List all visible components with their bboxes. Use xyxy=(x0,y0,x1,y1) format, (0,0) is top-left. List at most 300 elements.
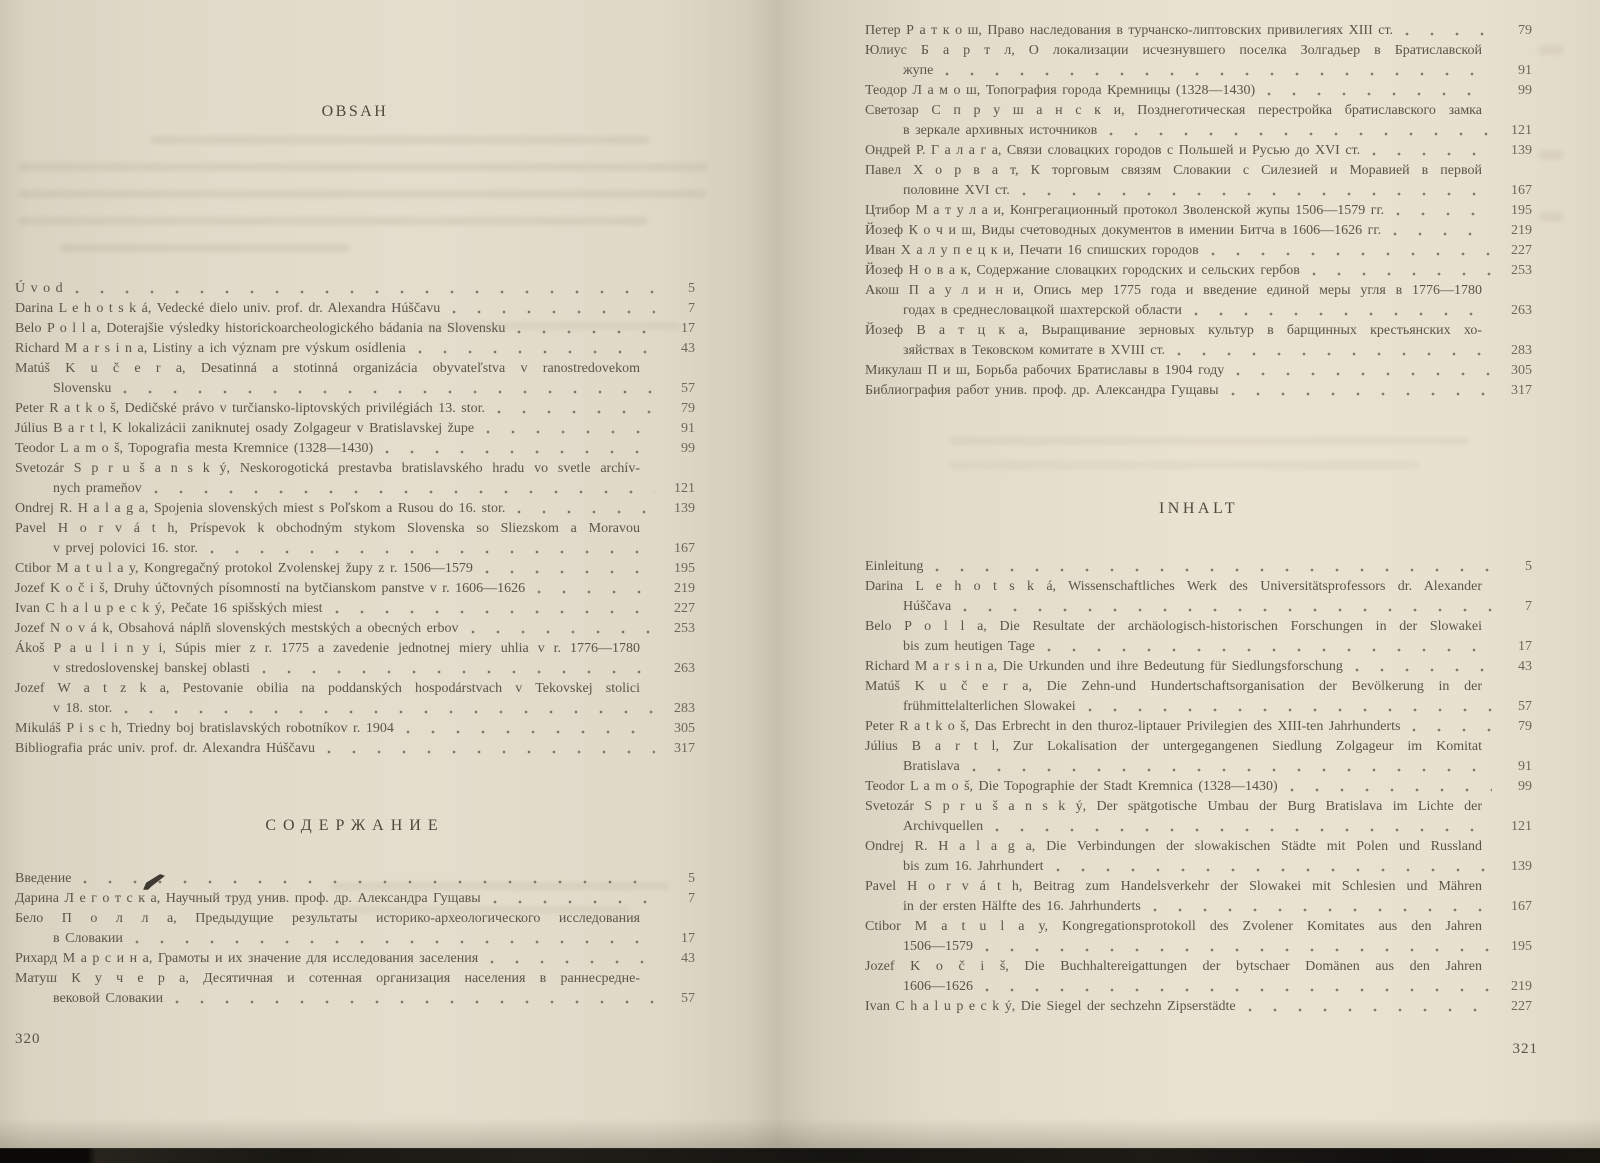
toc-entry-final-line xyxy=(865,937,1532,957)
toc-inhalt xyxy=(865,557,1532,1017)
show-through-mark xyxy=(1538,212,1564,222)
toc-entry-page-number: 79 xyxy=(1518,719,1532,734)
toc-entry xyxy=(865,101,1532,141)
toc-entry-page-number: 219 xyxy=(1511,223,1532,238)
toc-entry-page-number: 121 xyxy=(1511,123,1532,138)
toc-entry-final-line xyxy=(865,381,1532,401)
toc-entry-final-line xyxy=(15,949,695,969)
dot-leader xyxy=(1267,81,1492,101)
toc-entry xyxy=(15,459,695,499)
toc-entry-text: 1506—1579 xyxy=(903,939,973,954)
dot-leader xyxy=(83,869,655,889)
show-through-mark xyxy=(1538,150,1564,160)
toc-entry-line: Matúš K u č e r a, Desatinná a stotinná organizácia obyvateľstva v ranostredovekom xyxy=(15,361,640,376)
dot-leader xyxy=(406,719,655,739)
dot-leader xyxy=(124,699,655,719)
toc-entry xyxy=(15,719,695,739)
show-through-line xyxy=(60,244,350,252)
toc-entry xyxy=(865,677,1532,717)
toc-entry xyxy=(15,969,695,1009)
dot-leader xyxy=(418,339,655,359)
toc-entry-page-number: 139 xyxy=(1511,859,1532,874)
toc-entry xyxy=(15,619,695,639)
toc-entry-final-line xyxy=(15,739,695,759)
toc-entry-final-line xyxy=(865,857,1532,877)
toc-entry xyxy=(15,319,695,339)
toc-entry-text: Bratislava xyxy=(903,759,960,774)
toc-entry-text: Петер Р а т к о ш, Право наследования в турчанско-липтовских привилегиях XIII ст. xyxy=(865,23,1394,38)
dot-leader xyxy=(1109,121,1492,141)
toc-entry-text: Július B a r t l, K lokalizácii zaniknutej osady Zolgageur v Bratislavskej župe xyxy=(15,421,475,436)
toc-entry-final-line xyxy=(15,869,695,889)
toc-entry-page-number: 227 xyxy=(1511,243,1532,258)
dot-leader xyxy=(537,579,655,599)
toc-entry-text: Йозеф К о ч и ш, Виды счетоводных документов в имении Битча в 1606—1626 гг. xyxy=(865,223,1382,238)
dot-leader xyxy=(327,739,655,759)
dot-leader xyxy=(471,619,655,639)
toc-entry-final-line xyxy=(15,299,695,319)
toc-entry xyxy=(15,739,695,759)
toc-entry-final-line xyxy=(15,399,695,419)
toc-entry-text: Теодор Л а м о ш, Топография города Кремницы (1328—1430) xyxy=(865,83,1256,98)
dot-leader xyxy=(335,599,655,619)
toc-entry-line: Pavel H o r v á t h, Príspevok k obchodným stykom Slovenska so Sliezskom a Moravou xyxy=(15,521,640,536)
toc-entry-page-number: 263 xyxy=(1511,303,1532,318)
toc-entry-line: Матуш К у ч е р а, Десятичная и сотенная организация населения в раннесредне- xyxy=(15,971,640,986)
dot-leader xyxy=(1194,301,1492,321)
toc-entry-text: Библиография работ унив. проф. др. Александра Гущавы xyxy=(865,383,1219,398)
toc-entry-text: frühmittelalterlichen Slowakei xyxy=(903,699,1076,714)
toc-entry xyxy=(15,869,695,889)
toc-entry-text: bis zum heutigen Tage xyxy=(903,639,1035,654)
toc-entry-final-line xyxy=(15,619,695,639)
toc-entry-page-number: 227 xyxy=(674,601,695,616)
toc-entry-page-number: 305 xyxy=(1511,363,1532,378)
toc-entry-final-line xyxy=(15,379,695,399)
dot-leader xyxy=(1231,381,1492,401)
toc-entry-text: годах в среднесловацкой шахтерской области xyxy=(903,303,1182,318)
toc-entry-text: nych prameňov xyxy=(53,481,142,496)
dot-leader xyxy=(1088,697,1492,717)
dot-leader xyxy=(1393,221,1492,241)
page-number-left: 320 xyxy=(15,1031,41,1047)
toc-entry xyxy=(865,557,1532,577)
toc-entry-page-number: 57 xyxy=(681,381,695,396)
toc-entry xyxy=(865,957,1532,997)
dot-leader xyxy=(1290,777,1492,797)
dot-leader xyxy=(935,557,1492,577)
toc-entry-final-line xyxy=(15,439,695,459)
toc-entry xyxy=(865,657,1532,677)
toc-entry-line: Ondrej R. H a l a g a, Die Verbindungen der slowakischen Städte mit Polen und Russland xyxy=(865,839,1482,854)
toc-entry-text: Einleitung xyxy=(865,559,924,574)
toc-entry-final-line xyxy=(865,597,1532,617)
toc-entry xyxy=(15,439,695,459)
toc-entry-final-line xyxy=(865,997,1532,1017)
toc-entry-text: Введение xyxy=(15,871,72,886)
toc-entry-page-number: 17 xyxy=(681,931,695,946)
toc-entry-page-number: 7 xyxy=(688,301,695,316)
toc-obsah xyxy=(15,279,695,759)
toc-entry-page-number: 121 xyxy=(674,481,695,496)
toc-entry-text: Ондрей Р. Г а л а г а, Связи словацких городов с Польшей и Русью до XVI ст. xyxy=(865,143,1361,158)
toc-entry xyxy=(865,41,1532,81)
toc-entry-final-line xyxy=(865,261,1532,281)
toc-entry xyxy=(865,241,1532,261)
toc-entry-final-line xyxy=(15,929,695,949)
dot-leader xyxy=(1153,897,1492,917)
toc-entry xyxy=(865,797,1532,837)
show-through-mark xyxy=(1538,45,1564,55)
dot-leader xyxy=(972,757,1492,777)
toc-entry xyxy=(15,599,695,619)
toc-entry xyxy=(865,261,1532,281)
toc-entry xyxy=(865,877,1532,917)
toc-entry xyxy=(865,617,1532,657)
toc-entry-text: вековой Словакии xyxy=(53,991,164,1006)
toc-entry-page-number: 43 xyxy=(681,341,695,356)
show-through-line xyxy=(18,163,708,171)
dot-leader xyxy=(1248,997,1492,1017)
toc-entry-final-line xyxy=(15,659,695,679)
toc-entry xyxy=(15,419,695,439)
toc-entry-final-line xyxy=(865,341,1532,361)
toc-entry xyxy=(865,281,1532,321)
obsah-heading: OBSAH xyxy=(321,103,389,120)
toc-entry xyxy=(865,161,1532,201)
toc-entry-final-line xyxy=(865,141,1532,161)
toc-entry-text: Jozef K o č i š, Druhy účtovných písomností na bytčianskom panstve v r. 1606—1626 xyxy=(15,581,526,596)
dot-leader xyxy=(452,299,655,319)
toc-entry xyxy=(865,361,1532,381)
toc-entry xyxy=(865,201,1532,221)
dot-leader xyxy=(385,439,655,459)
show-through-line xyxy=(18,217,648,225)
toc-entry-final-line xyxy=(15,339,695,359)
toc-entry-page-number: 79 xyxy=(681,401,695,416)
toc-entry-final-line xyxy=(865,817,1532,837)
toc-entry-text: Иван Х а л у п е ц к и, Печати 16 спишских городов xyxy=(865,243,1199,258)
dot-leader xyxy=(517,319,655,339)
toc-entry-line: Ákoš P a u l i n y i, Súpis mier z r. 1775 a zavedenie jednotnej miery uhlia v r. 1776—1780 xyxy=(15,641,640,656)
toc-entry-final-line xyxy=(15,279,695,299)
toc-entry-text: Ivan C h a l u p e c k ý, Pečate 16 spišských miest xyxy=(15,601,323,616)
toc-entry-page-number: 283 xyxy=(674,701,695,716)
toc-entry-final-line xyxy=(865,221,1532,241)
show-through-line xyxy=(18,190,706,198)
toc-entry-final-line xyxy=(865,657,1532,677)
toc-entry xyxy=(15,559,695,579)
toc-entry-page-number: 57 xyxy=(1518,699,1532,714)
dot-leader xyxy=(1047,637,1492,657)
toc-entry-text: Richard M a r s i n a, Listiny a ich význam pre výskum osídlenia xyxy=(15,341,406,356)
toc-entry-final-line xyxy=(15,319,695,339)
toc-entry xyxy=(15,359,695,399)
dot-leader xyxy=(1372,141,1492,161)
page-right xyxy=(780,0,1600,1149)
toc-entry-final-line xyxy=(15,699,695,719)
toc-entry-text: Richard M a r s i n a, Die Urkunden und ihre Bedeutung für Siedlungsforschung xyxy=(865,659,1343,674)
toc-entry-text: жупе xyxy=(903,63,934,78)
dot-leader xyxy=(995,817,1492,837)
dot-leader xyxy=(1056,857,1492,877)
toc-entry-page-number: 43 xyxy=(1518,659,1532,674)
toc-entry-text: Bibliografia prác univ. prof. dr. Alexandra Húščavu xyxy=(15,741,315,756)
toc-entry xyxy=(15,499,695,519)
show-through-line xyxy=(950,461,1420,469)
toc-entry-page-number: 17 xyxy=(1518,639,1532,654)
toc-entry-final-line xyxy=(865,717,1532,737)
toc-entry-final-line xyxy=(15,719,695,739)
toc-entry-text: Teodor L a m o š, Die Topographie der Stadt Kremnica (1328—1430) xyxy=(865,779,1278,794)
toc-entry-final-line xyxy=(865,977,1532,997)
toc-entry-page-number: 99 xyxy=(1518,83,1532,98)
toc-entry-text: Ctibor M a t u l a y, Kongregačný protokol Zvolenskej župy z r. 1506—1579 xyxy=(15,561,473,576)
toc-entry-page-number: 121 xyxy=(1511,819,1532,834)
dot-leader xyxy=(1312,261,1492,281)
scan-bottom-edge xyxy=(0,1148,1600,1163)
toc-entry-page-number: 283 xyxy=(1511,343,1532,358)
toc-entry xyxy=(865,221,1532,241)
toc-entry-final-line xyxy=(15,479,695,499)
dot-leader xyxy=(963,597,1492,617)
dot-leader xyxy=(1412,717,1492,737)
toc-entry xyxy=(865,997,1532,1017)
toc-entry-final-line xyxy=(15,539,695,559)
toc-entry-line: Юлиус Б а р т л, О локализации исчезнувшего поселка Золгадьер в Братиславской xyxy=(865,43,1482,58)
toc-entry-line: Йозеф В а т ц к а, Выращивание зерновых культур в барщинных крестьянских хо- xyxy=(865,323,1482,338)
soderzhanie-heading: СОДЕРЖАНИЕ xyxy=(265,817,445,834)
page-number-right: 321 xyxy=(1512,1041,1538,1057)
toc-entry-final-line xyxy=(865,21,1532,41)
toc-entry-page-number: 17 xyxy=(681,321,695,336)
toc-entry-page-number: 5 xyxy=(688,281,695,296)
toc-entry-text: Дарина Л е г о т с к а, Научный труд унив. проф. др. Александра Гущавы xyxy=(15,891,481,906)
toc-entry-text: Микулаш П и ш, Борьба рабочих Братиславы в 1904 году xyxy=(865,363,1225,378)
toc-entry xyxy=(865,21,1532,41)
toc-entry-text: половине XVI ст. xyxy=(903,183,1010,198)
toc-entry-line: Павел Х о р в а т, К торговым связям Словакии с Силезией и Моравией в первой xyxy=(865,163,1482,178)
toc-entry-final-line xyxy=(865,201,1532,221)
toc-entry-final-line xyxy=(865,301,1532,321)
toc-entry xyxy=(15,579,695,599)
toc-entry-page-number: 195 xyxy=(1511,939,1532,954)
toc-entry-page-number: 5 xyxy=(1525,559,1532,574)
toc-entry xyxy=(865,717,1532,737)
toc-entry-page-number: 263 xyxy=(674,661,695,676)
toc-entry-page-number: 219 xyxy=(674,581,695,596)
toc-entry-final-line xyxy=(865,557,1532,577)
toc-entry-page-number: 317 xyxy=(674,741,695,756)
toc-entry-text: в зеркале архивных источников xyxy=(903,123,1098,138)
toc-entry-text: in der ersten Hälfte des 16. Jahrhunderts xyxy=(903,899,1141,914)
page-left xyxy=(0,0,780,1149)
toc-entry-page-number: 195 xyxy=(1511,203,1532,218)
toc-entry xyxy=(15,339,695,359)
toc-entry-text: Рихард М а р с и н а, Грамоты и их значение для исследования заселения xyxy=(15,951,479,966)
toc-soderzhanie-left xyxy=(15,869,695,1009)
toc-entry-line: Ctibor M a t u l a y, Kongregationsprotokoll des Zvolener Komitates aus den Jahren xyxy=(865,919,1482,934)
toc-entry-line: Darina L e h o t s k á, Wissenschaftliches Werk des Universitätsprofessors dr. Alexander xyxy=(865,579,1482,594)
dot-leader xyxy=(490,949,655,969)
toc-entry-line: Светозар С п р у ш а н с к и, Позднеготическая перестройка братиславского замка xyxy=(865,103,1482,118)
toc-entry xyxy=(865,577,1532,617)
toc-entry-final-line xyxy=(15,889,695,909)
toc-entry xyxy=(15,889,695,909)
dot-leader xyxy=(985,977,1492,997)
dot-leader xyxy=(175,989,655,1009)
toc-entry-text: Mikuláš P i s c h, Triedny boj bratislavských robotníkov r. 1904 xyxy=(15,721,394,736)
dot-leader xyxy=(493,889,655,909)
toc-entry-final-line xyxy=(15,559,695,579)
toc-entry-final-line xyxy=(15,989,695,1009)
dot-leader xyxy=(135,929,655,949)
dot-leader xyxy=(1211,241,1492,261)
toc-entry-page-number: 167 xyxy=(674,541,695,556)
show-through-line xyxy=(150,136,650,144)
toc-entry xyxy=(865,837,1532,877)
toc-entry-text: Peter R a t k o š, Dedičské právo v turčiansko-liptovských privilégiách 13. stor. xyxy=(15,401,486,416)
toc-entry xyxy=(15,519,695,559)
toc-entry-text: Цтибор М а т у л а и, Конгрегационный протокол Зволенской жупы 1506—1579 гг. xyxy=(865,203,1385,218)
toc-entry xyxy=(15,679,695,719)
toc-entry-page-number: 91 xyxy=(681,421,695,436)
toc-entry xyxy=(15,909,695,949)
toc-entry-line: Matúš K u č e r a, Die Zehn-und Hundertschaftsorganisation der Bevölkerung in der xyxy=(865,679,1482,694)
toc-entry-page-number: 79 xyxy=(1518,23,1532,38)
toc-entry-text: в Словакии xyxy=(53,931,123,946)
toc-entry-text: Ú v o d xyxy=(15,281,63,296)
toc-entry-page-number: 7 xyxy=(688,891,695,906)
toc-entry-page-number: 139 xyxy=(674,501,695,516)
toc-entry-page-number: 91 xyxy=(1518,759,1532,774)
toc-entry xyxy=(15,639,695,679)
toc-entry-text: Йозеф Н о в а к, Содержание словацких городских и сельских гербов xyxy=(865,263,1300,278)
toc-entry-line: Belo P o l l a, Die Resultate der archäologisch-historischen Forschungen in der Slowakei xyxy=(865,619,1482,634)
toc-entry-text: зяйствах в Тековском комитате в XVIII ст. xyxy=(903,343,1166,358)
toc-entry-final-line xyxy=(865,361,1532,381)
dot-leader xyxy=(1177,341,1492,361)
toc-entry-text: Ivan C h a l u p e c k ý, Die Siegel der sechzehn Zipserstädte xyxy=(865,999,1236,1014)
toc-entry-final-line xyxy=(15,419,695,439)
toc-entry xyxy=(865,777,1532,797)
dot-leader xyxy=(262,659,655,679)
toc-entry xyxy=(15,949,695,969)
dot-leader xyxy=(486,419,655,439)
toc-entry xyxy=(15,399,695,419)
toc-entry-final-line xyxy=(15,579,695,599)
toc-entry-page-number: 91 xyxy=(1518,63,1532,78)
toc-entry xyxy=(865,81,1532,101)
toc-entry-page-number: 43 xyxy=(681,951,695,966)
toc-entry-text: Jozef N o v á k, Obsahová náplň slovenských mestských a obecných erbov xyxy=(15,621,459,636)
toc-entry-page-number: 5 xyxy=(688,871,695,886)
toc-entry-final-line xyxy=(865,81,1532,101)
dot-leader xyxy=(1236,361,1492,381)
toc-entry xyxy=(15,299,695,319)
toc-entry-text: Belo P o l l a, Doterajšie výsledky historickoarcheologického bádania na Slovensku xyxy=(15,321,506,336)
toc-entry-line: Бело П о л л а, Предыдущие результаты историко-археологического исследования xyxy=(15,911,640,926)
toc-entry-final-line xyxy=(865,897,1532,917)
toc-entry-final-line xyxy=(865,181,1532,201)
toc-entry-line: Svetozár S p r u š a n s k ý, Neskorogotická prestavba bratislavského hradu vo svetle archív- xyxy=(15,461,640,476)
toc-entry-final-line xyxy=(865,637,1532,657)
toc-entry xyxy=(865,737,1532,777)
toc-entry-text: Archivquellen xyxy=(903,819,984,834)
dot-leader xyxy=(123,379,655,399)
dot-leader xyxy=(154,479,655,499)
dot-leader xyxy=(517,499,655,519)
toc-entry-page-number: 99 xyxy=(681,441,695,456)
toc-entry-page-number: 253 xyxy=(674,621,695,636)
dot-leader xyxy=(1405,21,1492,41)
toc-entry-page-number: 167 xyxy=(1511,183,1532,198)
toc-entry-page-number: 317 xyxy=(1511,383,1532,398)
toc-entry-final-line xyxy=(865,697,1532,717)
toc-soderzhanie-right xyxy=(865,21,1532,401)
toc-entry-text: Ondrej R. H a l a g a, Spojenia slovenských miest s Poľskom a Rusou do 16. stor. xyxy=(15,501,506,516)
toc-entry xyxy=(865,321,1532,361)
dot-leader xyxy=(1396,201,1492,221)
toc-entry-text: v prvej polovici 16. stor. xyxy=(53,541,198,556)
toc-entry-line: Jozef W a t z k a, Pestovanie obilia na poddanských hospodárstvach v Tekovskej stolici xyxy=(15,681,640,696)
toc-entry-line: Július B a r t l, Zur Lokalisation der untergegangenen Siedlung Zolgageur im Komitat xyxy=(865,739,1482,754)
dot-leader xyxy=(1355,657,1492,677)
dot-leader xyxy=(75,279,655,299)
toc-entry-page-number: 139 xyxy=(1511,143,1532,158)
inhalt-heading: INHALT xyxy=(1158,500,1239,517)
toc-entry-line: Pavel H o r v á t h, Beitrag zum Handelsverkehr der Slowakei mit Schlesien und Mähren xyxy=(865,879,1482,894)
toc-entry-line: Jozef K o č i š, Die Buchhaltereigattungen der bytschaer Domänen aus den Jahren xyxy=(865,959,1482,974)
dot-leader xyxy=(210,539,655,559)
toc-entry-page-number: 57 xyxy=(681,991,695,1006)
toc-entry xyxy=(865,917,1532,957)
toc-entry-final-line xyxy=(865,61,1532,81)
toc-entry-page-number: 219 xyxy=(1511,979,1532,994)
dot-leader xyxy=(985,937,1492,957)
dot-leader xyxy=(1022,181,1492,201)
toc-entry-line: Svetozár S p r u š a n s k ý, Der spätgotische Umbau der Burg Bratislava im Lichte der xyxy=(865,799,1482,814)
toc-entry-final-line xyxy=(15,499,695,519)
toc-entry-final-line xyxy=(865,777,1532,797)
toc-entry-text: v stredoslovenskej banskej oblasti xyxy=(53,661,250,676)
toc-entry-page-number: 227 xyxy=(1511,999,1532,1014)
toc-entry-page-number: 253 xyxy=(1511,263,1532,278)
toc-entry-page-number: 7 xyxy=(1525,599,1532,614)
toc-entry xyxy=(865,381,1532,401)
toc-entry-page-number: 305 xyxy=(674,721,695,736)
dot-leader xyxy=(485,559,655,579)
toc-entry-text: Darina L e h o t s k á, Vedecké dielo univ. prof. dr. Alexandra Húščavu xyxy=(15,301,441,316)
toc-entry-text: v 18. stor. xyxy=(53,701,113,716)
dot-leader xyxy=(945,61,1492,81)
toc-entry-final-line xyxy=(865,241,1532,261)
toc-entry xyxy=(865,141,1532,161)
toc-entry-text: bis zum 16. Jahrhundert xyxy=(903,859,1044,874)
toc-entry-final-line xyxy=(15,599,695,619)
toc-entry-page-number: 99 xyxy=(1518,779,1532,794)
dot-leader xyxy=(497,399,655,419)
toc-entry-text: 1606—1626 xyxy=(903,979,973,994)
toc-entry-page-number: 195 xyxy=(674,561,695,576)
toc-entry-final-line xyxy=(865,121,1532,141)
toc-entry-line: Акош П а у л и н и, Опись мер 1775 года и введение единой меры угля в 1776—1780 xyxy=(865,283,1482,298)
toc-entry-text: Slovensku xyxy=(53,381,112,396)
show-through-line xyxy=(950,437,1470,445)
toc-entry-final-line xyxy=(865,757,1532,777)
toc-entry-text: Peter R a t k o š, Das Erbrecht in den thuroz-liptauer Privilegien des XIII-ten Jahrhunderts xyxy=(865,719,1401,734)
toc-entry-text: Húščava xyxy=(903,599,952,614)
